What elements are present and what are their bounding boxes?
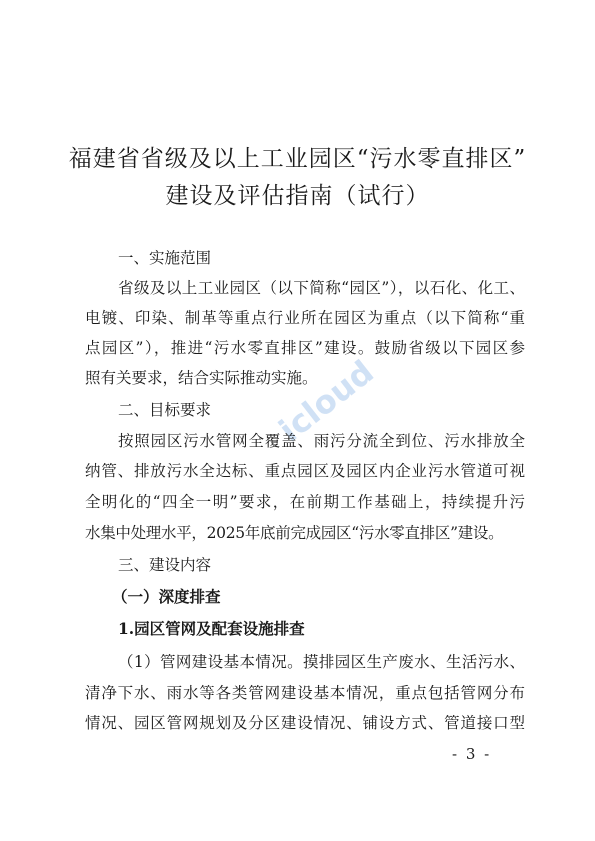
page-number: - 3 - xyxy=(452,745,492,763)
paragraph-line: 纳管、排放污水全达标、重点园区及园区内企业污水管道可视 xyxy=(85,462,525,480)
paragraph-line: 清净下水、雨水等各类管网建设基本情况，重点包括管网分布 xyxy=(85,684,525,702)
section-heading-content: 三、建设内容 xyxy=(118,556,212,574)
paragraph-line: （1）管网建设基本情况。摸排园区生产废水、生活污水、 xyxy=(118,653,525,671)
subheading-deep-investigation: （一）深度排查 xyxy=(112,587,221,606)
section-heading-goals: 二、目标要求 xyxy=(118,401,212,419)
subheading-pipe-network-investigation: 1.园区管网及配套设施排查 xyxy=(118,619,305,638)
paragraph-line: 省级及以上工业园区（以下简称“园区”），以石化、化工、 xyxy=(118,279,525,297)
paragraph-line: 点园区”），推进“污水零直排区”建设。鼓励省级以下园区参 xyxy=(85,339,525,357)
watermark: icloud xyxy=(271,352,381,450)
document-title-line-1: 福建省省级及以上工业园区“污水零直排区” xyxy=(68,146,527,172)
document-title-line-2: 建设及评估指南（试行） xyxy=(165,183,430,209)
paragraph-line: 情况、园区管网规划及分区建设情况、铺设方式、管道接口型 xyxy=(85,714,525,732)
paragraph-line: 按照园区污水管网全覆盖、雨污分流全到位、污水排放全 xyxy=(118,432,525,450)
paragraph-line: 水集中处理水平，2025年底前完成园区“污水零直排区”建设。 xyxy=(85,524,504,542)
paragraph-line: 照有关要求，结合实际推动实施。 xyxy=(85,369,318,387)
paragraph-line: 电镀、印染、制革等重点行业所在园区为重点（以下简称“重 xyxy=(85,309,525,327)
paragraph-line: 全明化的“四全一明”要求，在前期工作基础上，持续提升污 xyxy=(85,493,525,511)
section-heading-scope: 一、实施范围 xyxy=(118,249,212,267)
